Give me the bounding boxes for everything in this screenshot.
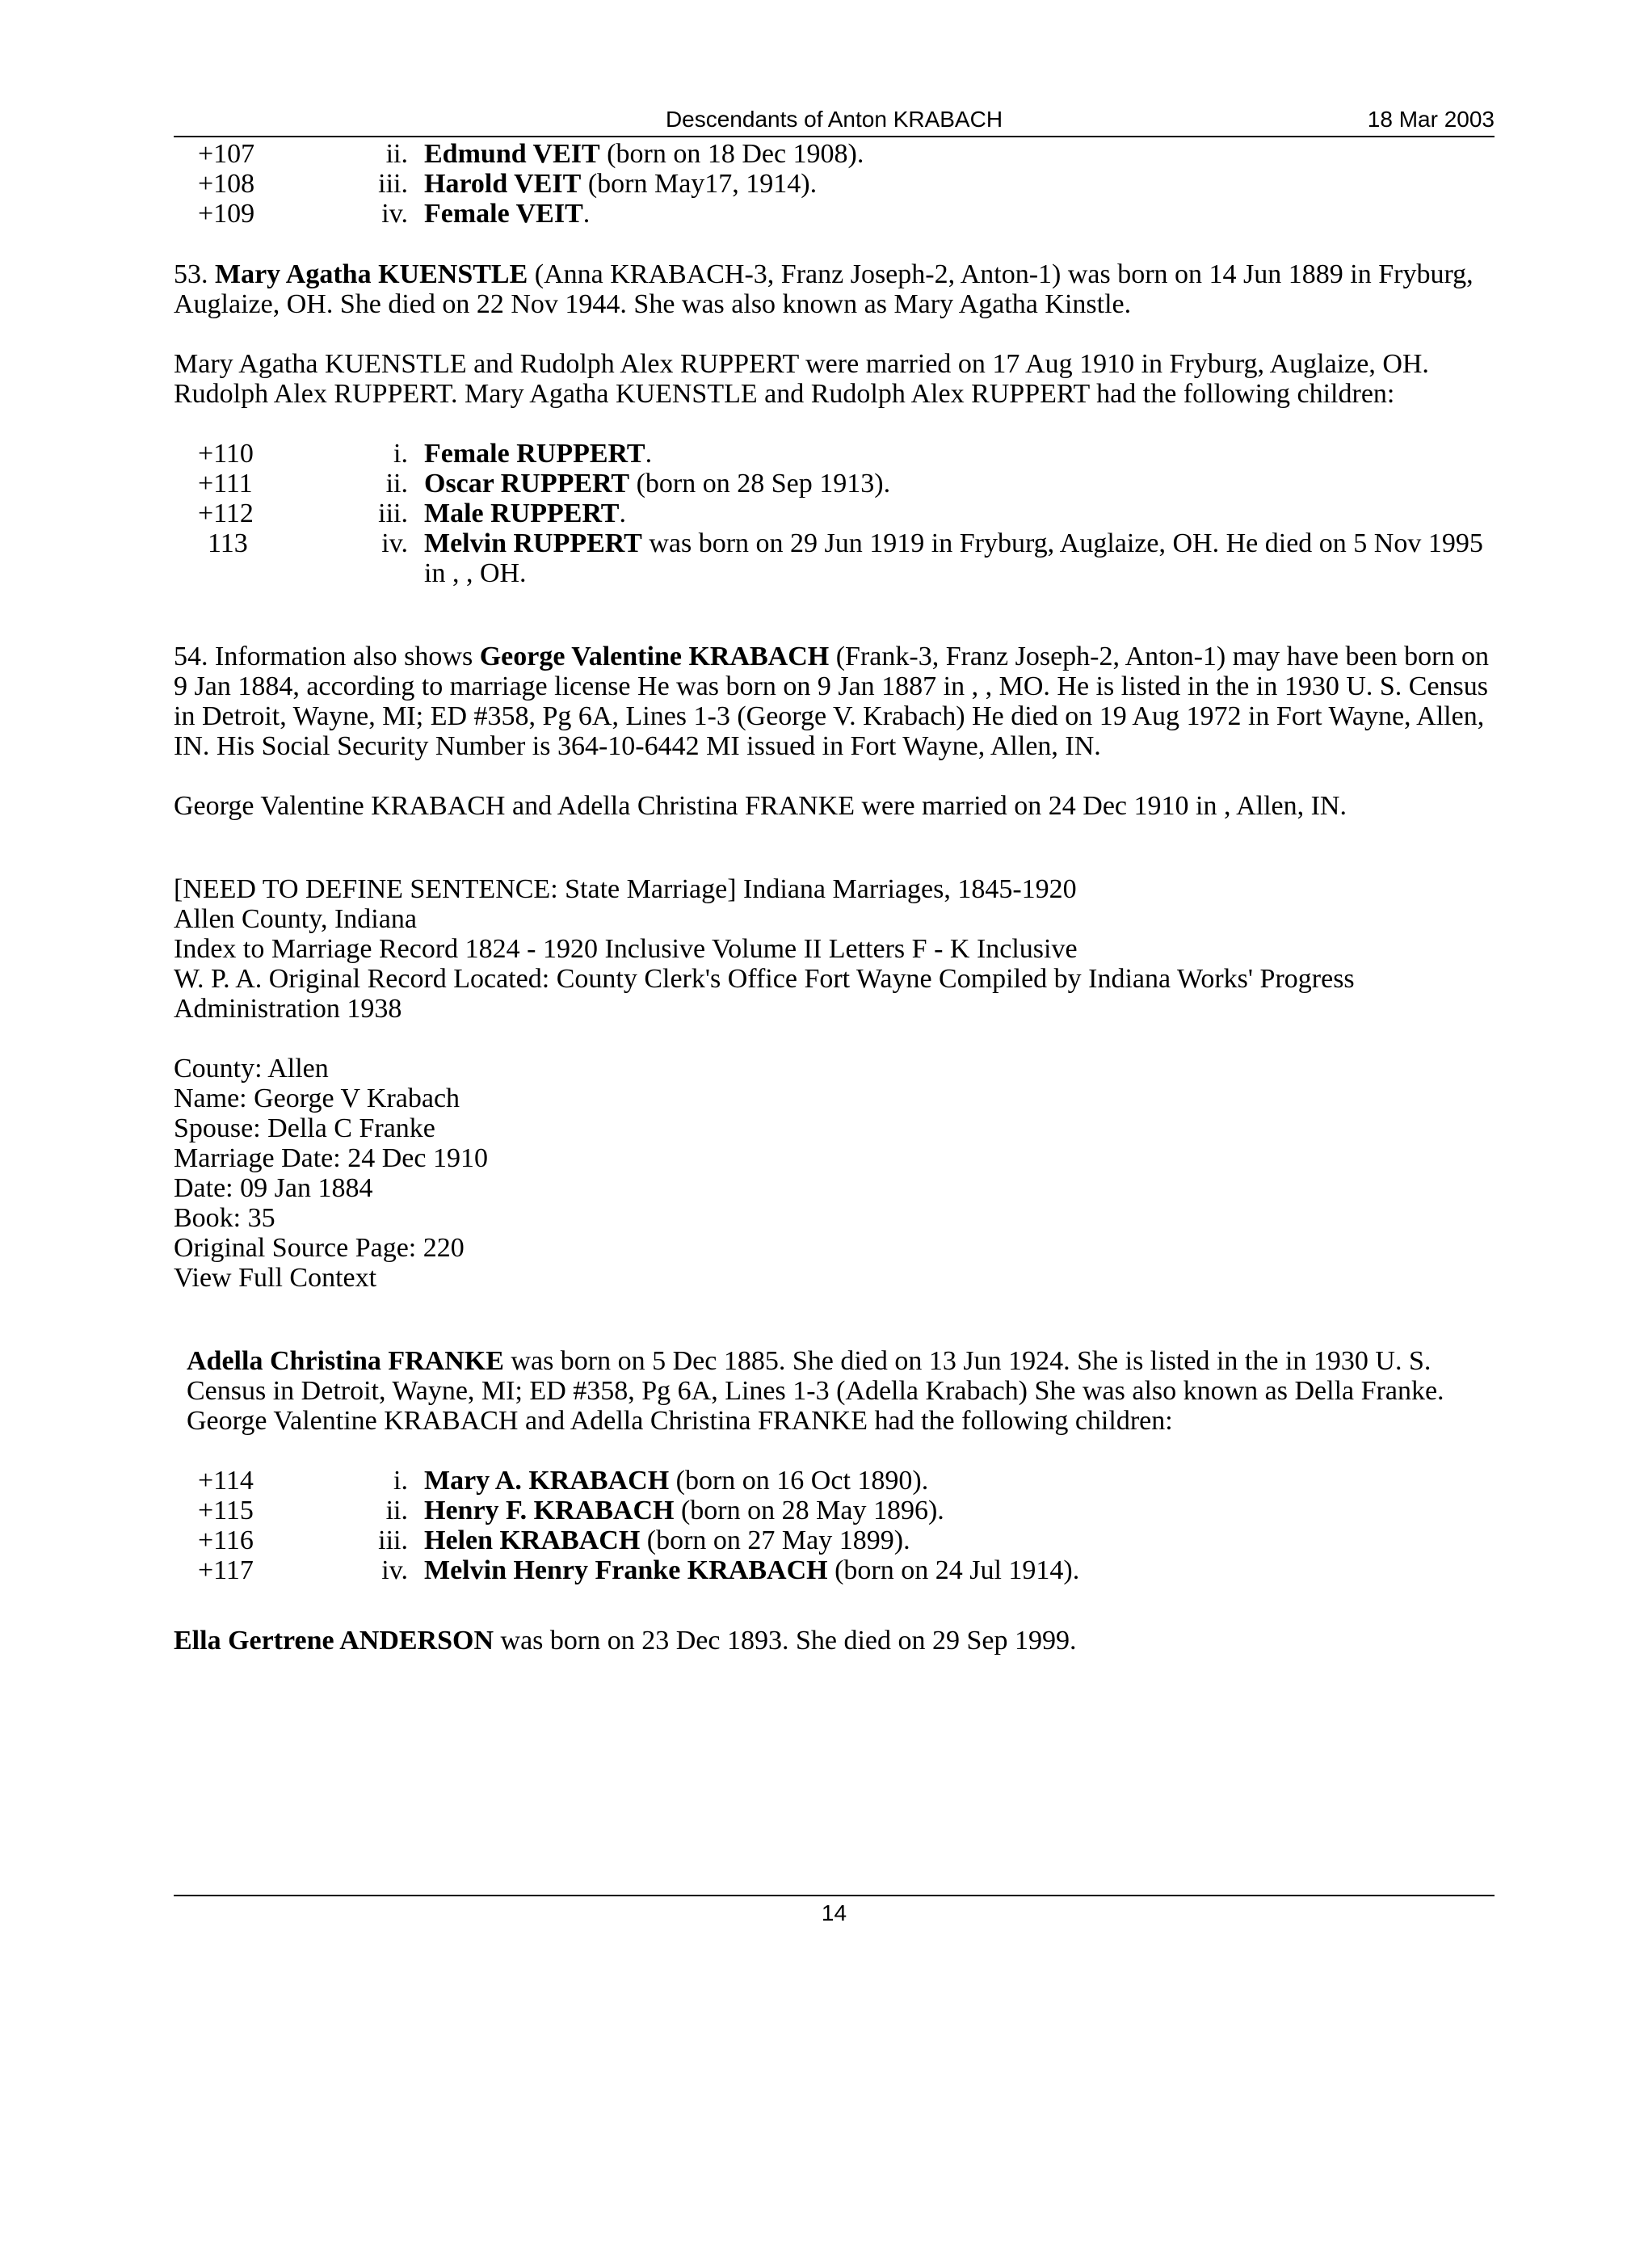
child-roman: ii. (385, 469, 408, 499)
child-number: +112 (198, 499, 254, 528)
child-roman: iv. (381, 199, 408, 229)
child-name: Female RUPPERT (424, 439, 645, 469)
child-number: +111 (198, 469, 253, 499)
child-number: +110 (198, 439, 254, 469)
record-field: Name: George V Krabach (174, 1084, 460, 1113)
person-name: Mary Agatha KUENSTLE (215, 259, 528, 289)
person-details: (Anna KRABACH-3, Franz Joseph-2, Anton-1) was born on 14 Jun 1889 in Fryburg, Auglaize, OH. She died on 22 Nov 1944. She was also known as Mary Agatha Kinstle. (174, 259, 1474, 319)
child-roman: iii. (378, 169, 408, 199)
child-roman: iii. (378, 499, 408, 528)
list-item (174, 469, 1499, 499)
list-item (174, 139, 1499, 169)
marriage-record (174, 1054, 1499, 1293)
entry-53 (174, 259, 1499, 319)
child-name: Female VEIT (424, 199, 583, 229)
marriage-paragraph: Mary Agatha KUENSTLE and Rudolph Alex RUPPERT were married on 17 Aug 1910 in Fryburg, Auglaize, OH. Rudolph Alex RUPPERT. Mary Agatha KUENSTLE and Rudolph Alex RUPPERT had the following children: (174, 349, 1429, 409)
child-number: +114 (198, 1466, 254, 1496)
child-name: Male RUPPERT (424, 499, 620, 528)
child-name: Henry F. KRABACH (424, 1496, 675, 1525)
child-details: (born on 27 May 1899). (640, 1525, 910, 1555)
list-item (174, 1496, 1499, 1525)
list-item (174, 199, 1499, 229)
source-line: [NEED TO DEFINE SENTENCE: State Marriage] Indiana Marriages, 1845-1920 (174, 874, 1077, 904)
child-details: . (619, 499, 626, 528)
marriage-paragraph: George Valentine KRABACH and Adella Christina FRANKE were married on 24 Dec 1910 in , Allen, IN. (174, 791, 1347, 821)
person-name: Adella Christina FRANKE (187, 1346, 504, 1376)
child-details: (born May17, 1914). (581, 169, 818, 199)
child-number: +116 (198, 1525, 254, 1555)
child-details: (born on 28 Sep 1913). (629, 469, 891, 499)
child-name: Harold VEIT (424, 169, 582, 199)
person-name: Ella Gertrene ANDERSON (174, 1626, 494, 1656)
child-details: . (582, 199, 591, 229)
child-details: . (645, 439, 653, 469)
header-date: 18 Mar 2003 (1367, 107, 1495, 132)
child-roman: i. (393, 1466, 408, 1496)
child-number: +115 (198, 1496, 254, 1525)
record-field: Book: 35 (174, 1203, 275, 1233)
footer-divider (174, 1895, 1495, 1896)
children-list-veit (174, 139, 1499, 229)
child-details: (born on 24 Jul 1914). (827, 1555, 1080, 1585)
header-title: Descendants of Anton KRABACH (665, 107, 1003, 132)
child-name: Oscar RUPPERT (424, 469, 630, 499)
spouse-entry (174, 1346, 1499, 1436)
child-number: +108 (198, 169, 255, 199)
child-roman: iv. (381, 528, 408, 558)
record-field: Spouse: Della C Franke (174, 1113, 435, 1143)
children-list-krabach (174, 1466, 1499, 1585)
child-roman: iv. (381, 1555, 408, 1585)
child-roman: ii. (385, 139, 408, 169)
document-body (174, 137, 1499, 1656)
child-roman: i. (393, 439, 408, 469)
list-item (174, 528, 1499, 588)
child-details: (born on 28 May 1896). (674, 1496, 944, 1525)
child-roman: ii. (385, 1496, 408, 1525)
child-number: +107 (198, 139, 255, 169)
person-details: was born on 23 Dec 1893. She died on 29 Sep 1999. (494, 1626, 1077, 1656)
child-details: (born on 18 Dec 1908). (599, 139, 864, 169)
source-line: Allen County, Indiana (174, 904, 417, 934)
child-details: (born on 16 Oct 1890). (669, 1466, 929, 1496)
record-field: Date: 09 Jan 1884 (174, 1173, 373, 1203)
entry-intro: 54. Information also shows (174, 642, 480, 671)
child-details: was born on 29 Jun 1919 in Fryburg, Auglaize, OH. He died on 5 Nov 1995 in , , OH. (424, 528, 1483, 588)
child-number: 113 (208, 528, 248, 558)
list-item (174, 1466, 1499, 1496)
child-name: Mary A. KRABACH (424, 1466, 670, 1496)
record-field: Marriage Date: 24 Dec 1910 (174, 1143, 488, 1173)
source-citation (174, 874, 1499, 1024)
page-number: 14 (821, 1900, 847, 1925)
source-line: Index to Marriage Record 1824 - 1920 Inclusive Volume II Letters F - K Inclusive (174, 934, 1078, 964)
record-field: View Full Context (174, 1263, 377, 1293)
child-name: Melvin RUPPERT (424, 528, 642, 558)
list-item (174, 499, 1499, 528)
person-details: was born on 5 Dec 1885. She died on 13 Jun 1924. She is listed in the in 1930 U. S. Census in Detroit, Wayne, MI; ED #358, Pg 6A, Lines 1-3 (Adella Krabach) She was also known as Della Franke. George Valentine KRABACH and Adella Christina FRANKE had the following children: (187, 1346, 1444, 1436)
child-roman: iii. (378, 1525, 408, 1555)
child-name: Helen KRABACH (424, 1525, 641, 1555)
person-details: (Frank-3, Franz Joseph-2, Anton-1) may have been born on 9 Jan 1884, according to marriage license He was born on 9 Jan 1887 in , , MO. He is listed in the in 1930 U. S. Census in Detroit, Wayne, MI; ED #358, Pg 6A, Lines 1-3 (George V. Krabach) He died on 19 Aug 1972 in Fort Wayne, Allen, IN. His Social Security Number is 364-10-6442 MI issued in Fort Wayne, Allen, IN. (174, 642, 1489, 761)
children-list-ruppert (174, 439, 1499, 588)
list-item (174, 1555, 1499, 1585)
page-header (174, 103, 1495, 137)
list-item (174, 1525, 1499, 1555)
list-item (174, 169, 1499, 199)
entry-number: 53. (174, 259, 215, 289)
person-name: George Valentine KRABACH (479, 642, 830, 671)
child-number: +109 (198, 199, 255, 229)
record-field: Original Source Page: 220 (174, 1233, 465, 1263)
child-number: +117 (198, 1555, 254, 1585)
child-name: Edmund VEIT (424, 139, 600, 169)
child-name: Melvin Henry Franke KRABACH (424, 1555, 828, 1585)
entry-54 (174, 642, 1499, 761)
list-item (174, 439, 1499, 469)
record-field: County: Allen (174, 1054, 329, 1084)
source-line: W. P. A. Original Record Located: County Clerk's Office Fort Wayne Compiled by Indiana Works' Progress Administration 1938 (174, 964, 1355, 1024)
person-entry (174, 1626, 1499, 1656)
